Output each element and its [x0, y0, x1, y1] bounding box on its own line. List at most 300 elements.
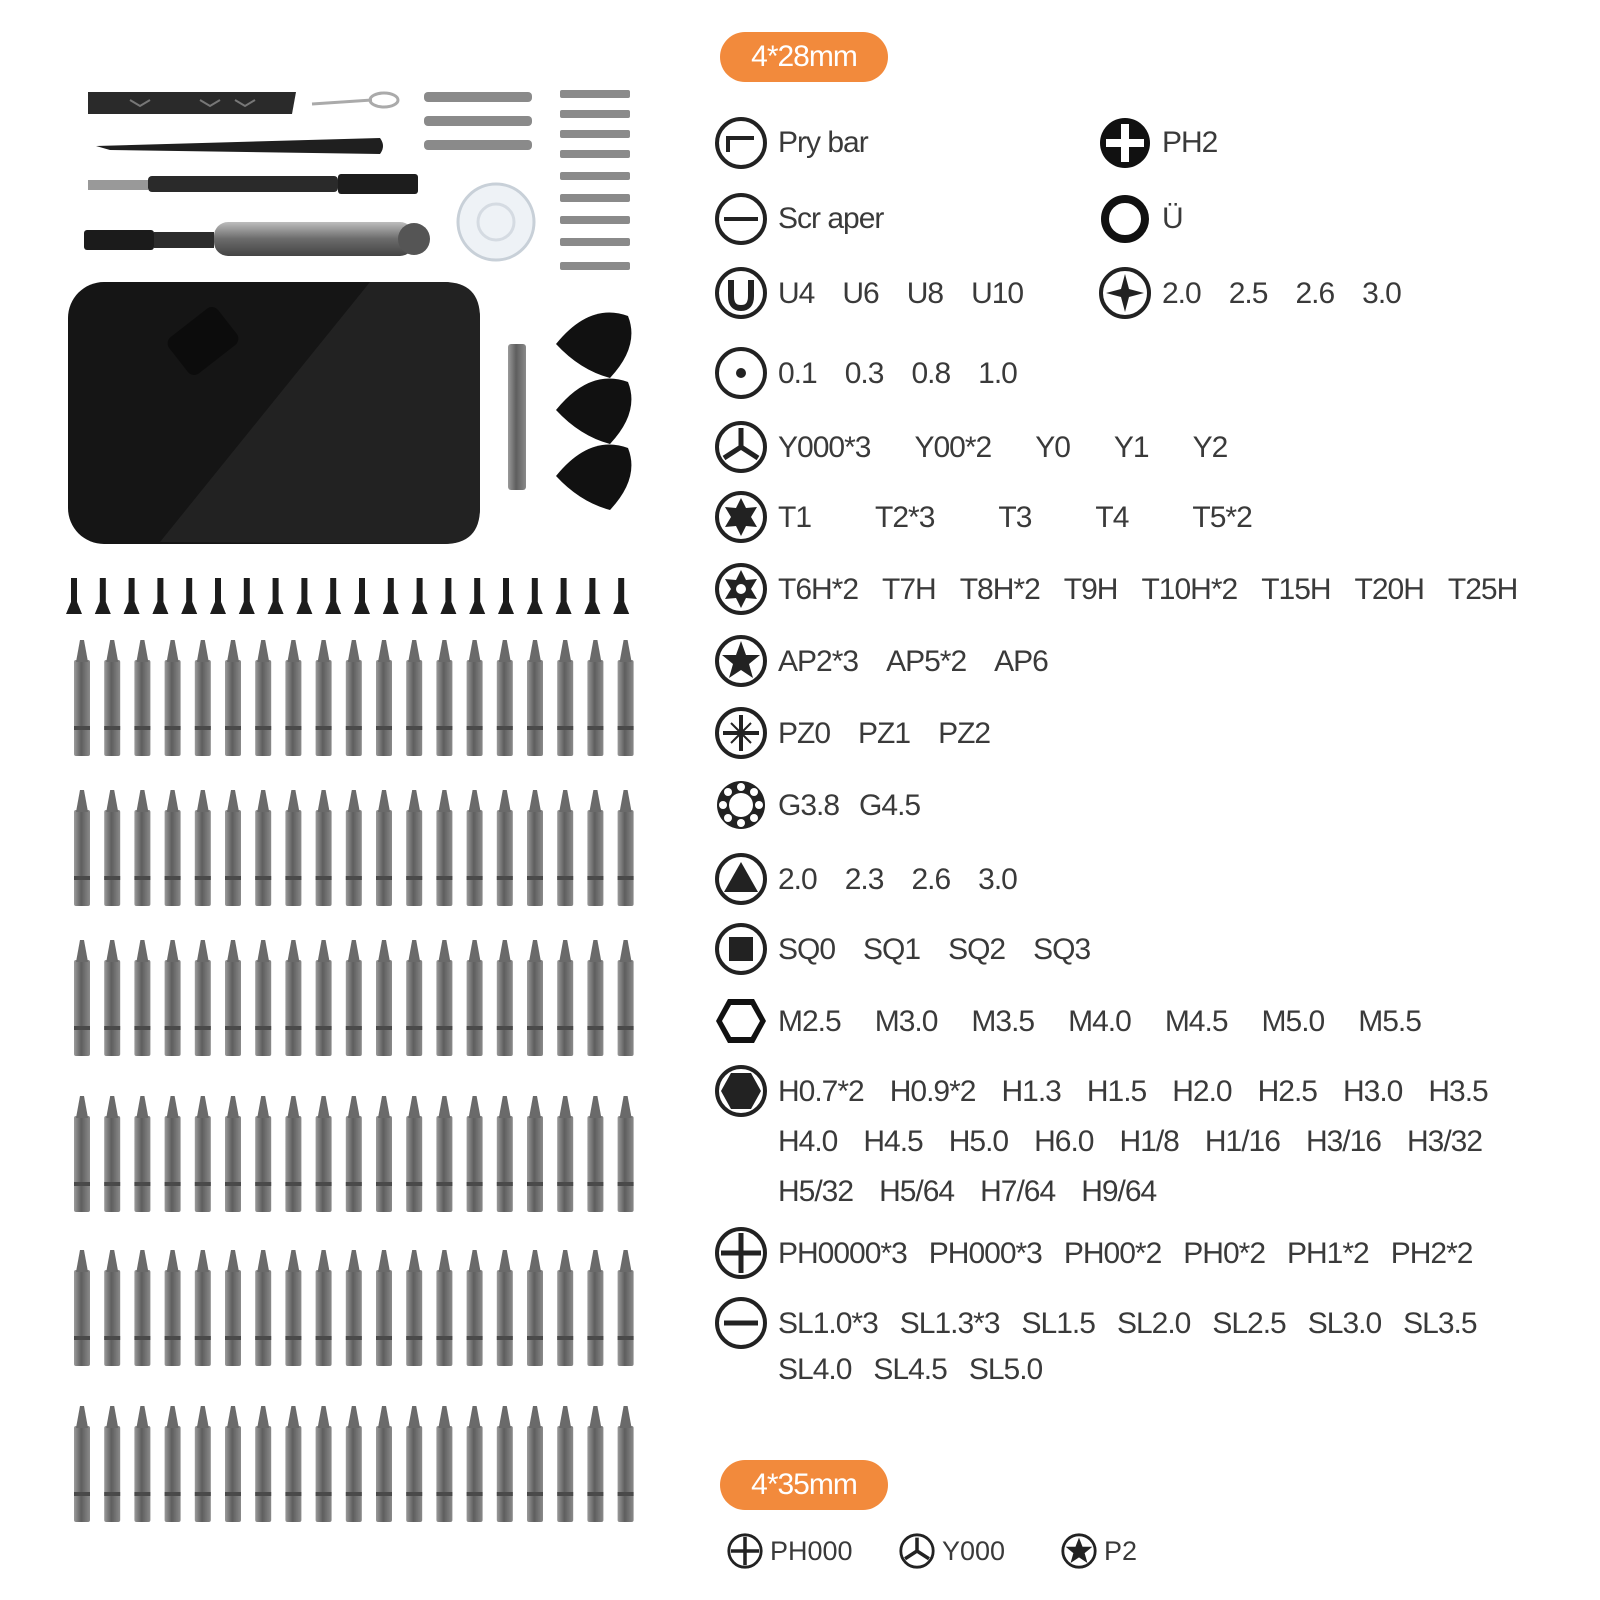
- torx-icon: [714, 490, 768, 544]
- spec-value: T9H: [1063, 573, 1118, 606]
- spec-value: PH1*2: [1287, 1237, 1369, 1270]
- spec-value: AP6: [994, 645, 1048, 678]
- spec-value: M5.5: [1358, 1005, 1421, 1038]
- screwdriver-bit: [316, 1406, 332, 1522]
- screwdriver-bit: [376, 1250, 392, 1366]
- spec-value: SQ2: [948, 933, 1006, 966]
- screwdriver-bit: [134, 1406, 150, 1522]
- spec-value: Y0: [1035, 431, 1070, 464]
- screwdriver-bit: [285, 1406, 301, 1522]
- screwdriver-bit: [316, 640, 332, 756]
- screwdriver-bit: [255, 940, 271, 1056]
- spec-value: T6H*2: [778, 573, 859, 606]
- spec-value: 2.5: [1228, 277, 1268, 310]
- screwdriver-bit: [134, 1096, 150, 1212]
- spec-value: H0.9*2: [889, 1075, 976, 1108]
- spec-ring: [1098, 192, 1183, 246]
- spec-value: 0.3: [844, 357, 884, 390]
- spec-row-tri-wing: [714, 420, 1227, 474]
- spec-values: [778, 266, 1023, 312]
- spec-row-torx-security: [714, 562, 1517, 616]
- spec-value: G3.8: [778, 789, 840, 822]
- screwdriver-bit: [618, 1250, 634, 1366]
- spec-value: PH2*2: [1390, 1237, 1473, 1270]
- spec-values: [778, 420, 1227, 466]
- screwdriver-bit: [225, 1096, 241, 1212]
- screwdriver-bit: [134, 640, 150, 756]
- screw: [268, 578, 284, 614]
- screw: [181, 578, 197, 614]
- screwdriver-bit: [497, 790, 513, 906]
- spec-row-cross: [1098, 266, 1401, 320]
- spec-value: H3.5: [1428, 1075, 1488, 1108]
- screw: [469, 578, 485, 614]
- spec-value: H1.3: [1001, 1075, 1061, 1108]
- screw: [440, 578, 456, 614]
- screwdriver-bit: [557, 1096, 573, 1212]
- phillips-bold-icon: [1098, 116, 1152, 170]
- spec-value: PZ2: [938, 717, 991, 750]
- screwdriver-bit: [527, 1406, 543, 1522]
- spec-value: SQ0: [778, 933, 836, 966]
- screwdriver-bit: [255, 1096, 271, 1212]
- storage-case: [68, 282, 480, 544]
- spec-values: [778, 852, 1017, 898]
- spec-value: T2*3: [875, 501, 935, 534]
- spec-value: 3.0: [978, 863, 1017, 896]
- hex-socket-icon: [714, 994, 768, 1048]
- screwdriver-bit: [527, 940, 543, 1056]
- spec-value: H2.0: [1172, 1075, 1232, 1108]
- screwdriver-bit: [406, 1096, 422, 1212]
- screwdriver-bit: [165, 1096, 181, 1212]
- screw: [354, 578, 370, 614]
- spec-value: H3/32: [1407, 1125, 1483, 1158]
- screw: [498, 578, 514, 614]
- screwdriver-bit: [467, 640, 483, 756]
- spec-row-pozidriv: [714, 706, 990, 760]
- spec-value: Y2: [1192, 431, 1228, 464]
- screw: [527, 578, 543, 614]
- screw: [383, 578, 399, 614]
- screwdriver-bit: [74, 790, 90, 906]
- screwdriver-bit: [527, 640, 543, 756]
- screwdriver-bit: [285, 640, 301, 756]
- screwdriver-bit: [497, 940, 513, 1056]
- spec-value: H1/8: [1119, 1125, 1179, 1158]
- pry-bar-icon: [714, 116, 768, 170]
- spec-value: SL1.0*3: [778, 1307, 878, 1340]
- sim-pin-tool: [312, 93, 398, 107]
- spec-value: H3/16: [1305, 1125, 1381, 1158]
- hex-icon: [714, 1064, 768, 1118]
- screwdriver-bit: [255, 640, 271, 756]
- spec-value: U4: [778, 277, 815, 310]
- screwdriver-bit: [134, 940, 150, 1056]
- spec-value: T10H*2: [1141, 573, 1238, 606]
- slotted-icon: [714, 1296, 768, 1350]
- screwdriver-bit: [134, 790, 150, 906]
- screwdriver-bit: [406, 1406, 422, 1522]
- screwdriver-handle-tool: [84, 222, 430, 256]
- spec-value: H2.5: [1257, 1075, 1317, 1108]
- screwdriver-bit: [346, 640, 362, 756]
- screwdriver-bit: [557, 790, 573, 906]
- screwdriver-bit: [285, 1250, 301, 1366]
- screwdriver-bit: [587, 640, 603, 756]
- extension-rod-tool: [88, 174, 418, 194]
- screw: [584, 578, 600, 614]
- screwdriver-bit: [346, 1096, 362, 1212]
- screwdriver-bit: [195, 790, 211, 906]
- spec-row-pentalobe-dot: [714, 340, 1017, 412]
- spec-row-u: [714, 266, 1023, 320]
- spec-value: H4.0: [778, 1125, 838, 1158]
- screwdriver-bit: [376, 1096, 392, 1212]
- spec-value: 0.1: [778, 357, 817, 390]
- spec-ph2: [1098, 116, 1217, 170]
- spec-value: M3.0: [874, 1005, 938, 1038]
- spec-value: 2.0: [778, 863, 817, 896]
- screwdriver-bit: [104, 640, 120, 756]
- bit-rows: [74, 640, 634, 1522]
- square-icon: [714, 922, 768, 976]
- spec-value: SL4.0: [778, 1353, 852, 1386]
- spec-row-triangle: [714, 852, 1017, 906]
- spec-values: [778, 706, 990, 752]
- screwdriver-bit: [285, 790, 301, 906]
- phillips-icon: [726, 1532, 764, 1570]
- screwdriver-bit: [376, 940, 392, 1056]
- screwdriver-bit: [557, 940, 573, 1056]
- screwdriver-bit: [376, 1406, 392, 1522]
- screwdriver-bit: [406, 940, 422, 1056]
- spec-row-hex-socket: [714, 994, 1421, 1048]
- screwdriver-bit: [557, 1250, 573, 1366]
- screwdriver-bit: [195, 640, 211, 756]
- spec-value: SL2.5: [1212, 1307, 1286, 1340]
- screwdriver-bit: [316, 1096, 332, 1212]
- spec-value: M4.0: [1068, 1005, 1131, 1038]
- opening-picks: [556, 313, 631, 511]
- spec-label: PH2: [1162, 126, 1218, 159]
- spec-value: H9/64: [1081, 1175, 1157, 1208]
- screwdriver-bit: [74, 640, 90, 756]
- screw: [210, 578, 226, 614]
- spec-value: U10: [971, 277, 1024, 310]
- spec-value: PH000*3: [928, 1237, 1042, 1270]
- spec-value: H1/16: [1204, 1125, 1280, 1158]
- spec-value: 2.3: [844, 863, 884, 896]
- screw: [556, 578, 572, 614]
- pozidriv-icon: [714, 706, 768, 760]
- spec-values: [778, 562, 1517, 608]
- spec-value: 2.0: [1162, 277, 1201, 310]
- screwdriver-bit: [467, 790, 483, 906]
- screw: [239, 578, 255, 614]
- bit-35-ph000: [726, 1532, 853, 1570]
- spec-values: [778, 490, 1252, 536]
- spec-value: G4.5: [859, 789, 921, 822]
- spec-value: SL1.5: [1021, 1307, 1095, 1340]
- screwdriver-bit: [557, 1406, 573, 1522]
- hex-adapter-tool: [508, 344, 526, 490]
- suction-cup-tool: [458, 184, 534, 260]
- spec-value: T5*2: [1192, 501, 1252, 534]
- spec-values: [1162, 266, 1401, 312]
- screw: [152, 578, 168, 614]
- screwdriver-bit: [406, 640, 422, 756]
- spec-value: M5.0: [1261, 1005, 1325, 1038]
- screwdriver-bit: [225, 790, 241, 906]
- screw: [412, 578, 428, 614]
- spec-value: Y00*2: [914, 431, 992, 464]
- spec-value: 3.0: [1362, 277, 1401, 310]
- bit-label: P2: [1104, 1535, 1138, 1566]
- pentalobe-star-icon: [714, 634, 768, 688]
- spec-value: T15H: [1261, 573, 1331, 606]
- spec-value: SL5.0: [968, 1353, 1043, 1386]
- screwdriver-bit: [436, 1096, 452, 1212]
- spec-value: H3.0: [1342, 1075, 1403, 1108]
- screwdriver-bit: [346, 940, 362, 1056]
- screwdriver-bit: [497, 640, 513, 756]
- spec-values: [778, 778, 920, 824]
- slotted-icon: [714, 192, 768, 246]
- pentalobe-star-icon: [1060, 1532, 1098, 1570]
- screw: [66, 578, 82, 614]
- screwdriver-bit: [557, 640, 573, 756]
- spec-values: [778, 922, 1090, 968]
- pentalobe-dot-icon: [714, 346, 768, 400]
- screwdriver-bit: [467, 940, 483, 1056]
- screw: [325, 578, 341, 614]
- screwdriver-bit: [467, 1406, 483, 1522]
- screw: [613, 578, 629, 614]
- spec-value: T1: [778, 501, 812, 534]
- spec-value: SQ1: [863, 933, 921, 966]
- screwdriver-bit: [587, 1096, 603, 1212]
- spec-value: H5/64: [879, 1175, 955, 1208]
- screwdriver-bit: [165, 640, 181, 756]
- screwdriver-bit: [406, 1250, 422, 1366]
- bit-label: Y000: [942, 1535, 1006, 1566]
- screwdriver-bit: [165, 1406, 181, 1522]
- spec-row-gamebit: [714, 772, 920, 844]
- screwdriver-bit: [497, 1406, 513, 1522]
- spec-value: SQ3: [1033, 933, 1091, 966]
- screwdriver-bit: [165, 1250, 181, 1366]
- screwdriver-bit: [74, 1250, 90, 1366]
- screwdriver-bit: [285, 1096, 301, 1212]
- screwdriver-bit: [587, 790, 603, 906]
- spec-value: 2.6: [911, 863, 951, 896]
- screwdriver-bit: [74, 940, 90, 1056]
- screwdriver-bit: [467, 1250, 483, 1366]
- spec-row-slotted: [714, 1290, 1534, 1402]
- spec-value: U8: [906, 277, 944, 310]
- tool-kit-drawing: [0, 0, 680, 1600]
- screwdriver-bit: [376, 790, 392, 906]
- triangle-icon: [714, 852, 768, 906]
- u-shape-icon: [714, 266, 768, 320]
- screwdriver-bit: [346, 1250, 362, 1366]
- spec-value: SL4.5: [873, 1353, 947, 1386]
- spec-value: PZ0: [778, 717, 831, 750]
- screwdriver-bit: [436, 1250, 452, 1366]
- spec-value: H7/64: [980, 1175, 1056, 1208]
- screwdriver-bit: [587, 1406, 603, 1522]
- screwdriver-bit: [225, 640, 241, 756]
- product-illustration: [0, 0, 680, 1600]
- screwdriver-bit: [104, 790, 120, 906]
- screwdriver-bit: [104, 1250, 120, 1366]
- screwdriver-bit: [618, 1406, 634, 1522]
- screwdriver-bit: [195, 1250, 211, 1366]
- spec-label: Scr aper: [778, 202, 884, 235]
- spec-value: T3: [998, 501, 1032, 534]
- spec-value: PH0*2: [1183, 1237, 1265, 1270]
- gamebit-icon: [714, 778, 768, 832]
- screwdriver-bit: [618, 640, 634, 756]
- phillips-icon: [714, 1226, 768, 1280]
- spec-value: SL2.0: [1116, 1307, 1191, 1340]
- screwdriver-bit: [376, 640, 392, 756]
- screwdriver-bit: [225, 1406, 241, 1522]
- spec-value: SL1.3*3: [899, 1307, 1000, 1340]
- bit-35-y000: [898, 1532, 1005, 1570]
- bit-35-p2: [1060, 1532, 1137, 1570]
- spec-value: SL3.5: [1403, 1307, 1477, 1340]
- tri-wing-icon: [714, 420, 768, 474]
- screwdriver-bit: [195, 940, 211, 1056]
- screwdriver-bit: [165, 940, 181, 1056]
- screwdriver-bit: [255, 1250, 271, 1366]
- spec-value: PH0000*3: [778, 1237, 907, 1270]
- screw: [124, 578, 140, 614]
- tweezers-tool: [96, 138, 383, 154]
- spec-values: [778, 346, 1017, 392]
- spec-value: H6.0: [1034, 1125, 1094, 1158]
- spec-row-square: [714, 914, 1090, 986]
- spec-values: [778, 1226, 1472, 1272]
- spec-values: [778, 994, 1421, 1040]
- spec-pry-bar: [714, 116, 868, 170]
- screwdriver-bit: [527, 1250, 543, 1366]
- spec-value: M2.5: [778, 1005, 841, 1038]
- spec-row-torx: [714, 482, 1252, 554]
- spec-value: H5/32: [778, 1175, 854, 1208]
- screwdriver-bit: [195, 1406, 211, 1522]
- screwdriver-bit: [316, 940, 332, 1056]
- screwdriver-bit: [618, 790, 634, 906]
- screwdriver-bit: [587, 940, 603, 1056]
- screwdriver-bit: [316, 790, 332, 906]
- length-badge-28mm: 4*28mm: [720, 32, 888, 82]
- screwdriver-bit: [436, 940, 452, 1056]
- screwdriver-bit: [467, 1096, 483, 1212]
- screw: [95, 578, 111, 614]
- tri-wing-icon: [898, 1532, 936, 1570]
- spec-values: [778, 1296, 1518, 1388]
- spec-row-phillips: [714, 1226, 1472, 1280]
- spec-scraper: [714, 192, 883, 246]
- screwdriver-bit: [346, 1406, 362, 1522]
- spec-value: PZ1: [858, 717, 911, 750]
- spec-row-hex: [714, 1058, 1534, 1220]
- screwdriver-bit: [436, 1406, 452, 1522]
- spec-values: [778, 1064, 1528, 1210]
- cross-point-icon: [1098, 266, 1152, 320]
- spec-value: M3.5: [971, 1005, 1035, 1038]
- screwdriver-bit: [74, 1096, 90, 1212]
- screwdriver-bit: [134, 1250, 150, 1366]
- bit-label: PH000: [770, 1535, 853, 1566]
- pry-bar-tool: [88, 92, 296, 114]
- spec-value: Y000*3: [778, 431, 871, 464]
- spec-value: T25H: [1447, 573, 1518, 606]
- length-badge-35mm: 4*35mm: [720, 1460, 888, 1510]
- spec-value: H0.7*2: [778, 1075, 864, 1108]
- spec-row-pentalobe: [714, 626, 1048, 698]
- spec-value: SL3.0: [1307, 1307, 1382, 1340]
- spec-value: AP5*2: [886, 645, 967, 678]
- screws-row: [66, 578, 629, 614]
- torx-security-icon: [714, 562, 768, 616]
- screwdriver-bit: [497, 1096, 513, 1212]
- spec-value: T7H: [882, 573, 936, 606]
- spec-value: PH00*2: [1063, 1237, 1162, 1270]
- screw: [296, 578, 312, 614]
- spec-value: H1.5: [1086, 1075, 1147, 1108]
- screwdriver-bit: [285, 940, 301, 1056]
- screwdriver-bit: [104, 940, 120, 1056]
- spec-value: T4: [1095, 501, 1129, 534]
- spec-value: T20H: [1354, 573, 1424, 606]
- spec-value: 0.8: [911, 357, 951, 390]
- spec-value: 2.6: [1295, 277, 1335, 310]
- screwdriver-bit: [587, 1250, 603, 1366]
- spec-value: H4.5: [863, 1125, 923, 1158]
- spec-label: Ü: [1162, 202, 1183, 235]
- screwdriver-bit: [104, 1406, 120, 1522]
- ring-icon: [1098, 192, 1152, 246]
- screwdriver-bit: [527, 790, 543, 906]
- screwdriver-bit: [225, 940, 241, 1056]
- spec-value: AP2*3: [778, 645, 859, 678]
- screwdriver-bit: [74, 1406, 90, 1522]
- screwdriver-bit: [618, 1096, 634, 1212]
- screwdriver-bit: [255, 790, 271, 906]
- screwdriver-bit: [255, 1406, 271, 1522]
- screwdriver-bit: [104, 1096, 120, 1212]
- spec-label: Pry bar: [778, 126, 868, 159]
- screwdriver-bit: [497, 1250, 513, 1366]
- spec-value: H5.0: [948, 1125, 1009, 1158]
- screwdriver-bit: [316, 1250, 332, 1366]
- spec-value: T8H*2: [959, 573, 1040, 606]
- spec-value: 1.0: [978, 357, 1017, 390]
- spec-value: Y1: [1113, 431, 1149, 464]
- spec-value: M4.5: [1164, 1005, 1228, 1038]
- screwdriver-bit: [527, 1096, 543, 1212]
- screwdriver-bit: [165, 790, 181, 906]
- screwdriver-bit: [618, 940, 634, 1056]
- spec-values: [778, 634, 1048, 680]
- screwdriver-bit: [346, 790, 362, 906]
- screwdriver-bit: [406, 790, 422, 906]
- screwdriver-bit: [195, 1096, 211, 1212]
